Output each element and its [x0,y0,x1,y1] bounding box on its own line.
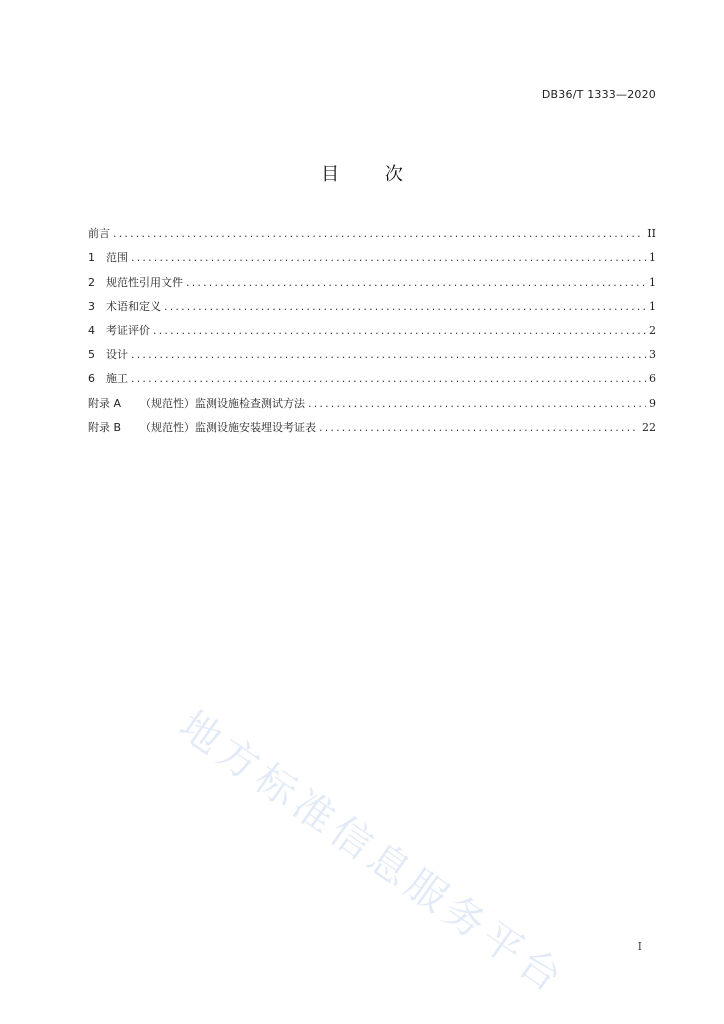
toc-item-terms-definitions[interactable] [88,290,656,314]
toc-dot-leader [308,397,646,411]
toc-item-page: 2 [649,323,656,337]
toc-appendix-prefix: 附录 A [88,396,122,410]
toc-appendix-prefix: 附录 B [88,420,122,434]
toc-item-page: 22 [642,420,656,434]
toc-item-number: 4 [88,323,95,337]
toc-item-foreword[interactable] [88,217,656,241]
toc-item-label: 范围 [106,251,128,265]
table-of-contents [88,217,656,435]
toc-item-number: 3 [88,299,95,313]
toc-item-label: 施工 [106,372,128,386]
toc-dot-leader [164,300,646,314]
toc-item-page: 9 [649,396,656,410]
toc-item-normative-references[interactable] [88,265,656,289]
toc-item-number: 6 [88,372,95,386]
toc-dot-leader [153,324,646,338]
toc-dot-leader [131,251,646,265]
page-number: I [637,940,642,953]
toc-item-page: 3 [649,348,656,362]
toc-dot-leader [186,276,646,290]
toc-item-page: 1 [649,275,656,289]
toc-item-page: 6 [649,372,656,386]
toc-item-label: 规范性引用文件 [106,275,183,289]
toc-item-label: 考证评价 [106,323,150,337]
toc-item-number: 2 [88,275,95,289]
standard-code: DB36/T 1333—2020 [541,88,656,101]
toc-item-appendix-a[interactable] [88,386,656,410]
toc-item-page: 1 [649,299,656,313]
toc-item-label: （规范性）监测设施检查测试方法 [140,396,305,410]
toc-item-scope[interactable] [88,241,656,265]
toc-title-char-2: 次 [384,164,403,185]
toc-item-appendix-b[interactable] [88,411,656,435]
toc-title-char-1: 目 [321,164,340,185]
toc-item-label: 前言 [88,227,110,241]
watermark: 地方标准信息服务平台 [170,702,574,1005]
toc-dot-leader [319,421,639,435]
toc-item-design[interactable] [88,338,656,362]
toc-dot-leader [131,348,646,362]
toc-dot-leader [131,372,646,386]
toc-item-page: II [647,227,656,241]
toc-item-page: 1 [649,251,656,265]
toc-item-label: （规范性）监测设施安装埋设考证表 [140,420,316,434]
toc-item-label: 术语和定义 [106,299,161,313]
toc-item-number: 5 [88,348,95,362]
toc-title [0,160,724,186]
toc-item-construction[interactable] [88,362,656,386]
toc-item-label: 设计 [106,348,128,362]
toc-item-evaluation[interactable] [88,314,656,338]
toc-item-number: 1 [88,251,95,265]
toc-dot-leader [113,227,644,241]
